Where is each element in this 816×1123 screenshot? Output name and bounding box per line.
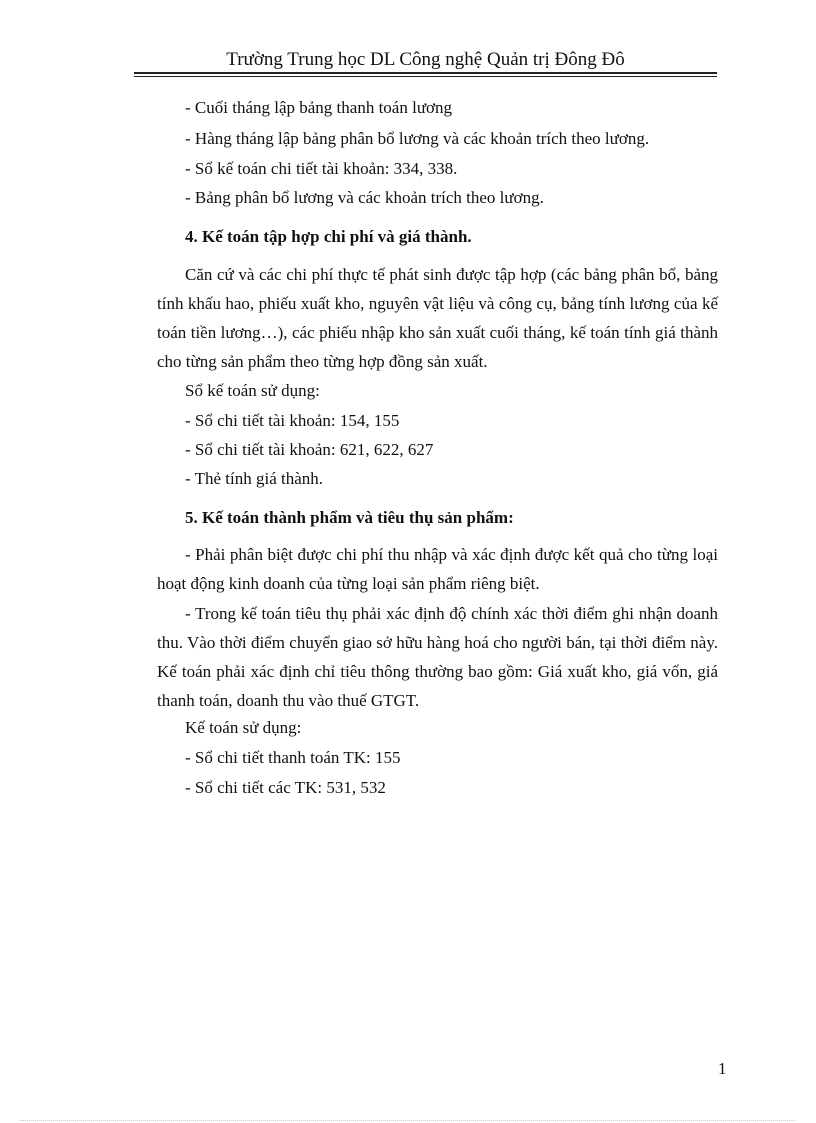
section-4-paragraph: Căn cứ và các chi phí thực tế phát sinh được tập hợp (các bảng phân bổ, bảng tính khấu hao, phiếu xuất kho, nguyên vật liệu và công cụ, bảng tính lương của kế toán tiền lương…), các phiếu nhập kho sản xuất cuối tháng, kế toán tính giá thành cho từng sản phẩm theo từng hợp đồng sản xuất. [157, 265, 718, 371]
books-label: Kế toán sử dụng: [185, 718, 302, 737]
list-item: - Sổ chi tiết thanh toán TK: 155 [185, 748, 401, 767]
list-item: - Sổ chi tiết các TK: 531, 532 [185, 778, 386, 797]
section-5-paragraph-1: - Phải phân biệt được chi phí thu nhập và xác định được kết quả cho từng loại hoạt động kinh doanh của từng loại sản phẩm riêng biệt. [157, 545, 718, 593]
page-number: 1 [718, 1059, 727, 1078]
list-item: - Sổ chi tiết tài khoản: 621, 622, 627 [185, 440, 434, 459]
list-item: - Sổ kế toán chi tiết tài khoản: 334, 338. [185, 159, 458, 178]
section-4-heading: 4. Kế toán tập hợp chi phí và giá thành. [185, 227, 472, 246]
books-label: Sổ kế toán sử dụng: [185, 381, 320, 400]
list-item: - Cuối tháng lập bảng thanh toán lương [185, 98, 453, 117]
list-item: - Hàng tháng lập bảng phân bổ lương và các khoản trích theo lương. [185, 129, 650, 148]
list-item: - Sổ chi tiết tài khoản: 154, 155 [185, 411, 400, 430]
page-header: Trường Trung học DL Công nghệ Quản trị Đông Đô [134, 48, 717, 74]
footer-rule [20, 1120, 796, 1121]
section-5-heading: 5. Kế toán thành phẩm và tiêu thụ sản phẩm: [185, 508, 514, 527]
section-5-paragraph-2: - Trong kế toán tiêu thụ phải xác định độ chính xác thời điểm ghi nhận doanh thu. Vào thời điểm chuyển giao sở hữu hàng hoá cho người bán, tại thời điểm này. Kế toán phải xác định chỉ tiêu thông thường bao gồm: Giá xuất kho, giá vốn, giá thanh toán, doanh thu vào thuế GTGT. [157, 604, 718, 710]
list-item: - Bảng phân bổ lương và các khoản trích theo lương. [185, 188, 544, 207]
header-rule [134, 76, 717, 77]
list-item: - Thẻ tính giá thành. [185, 469, 324, 488]
